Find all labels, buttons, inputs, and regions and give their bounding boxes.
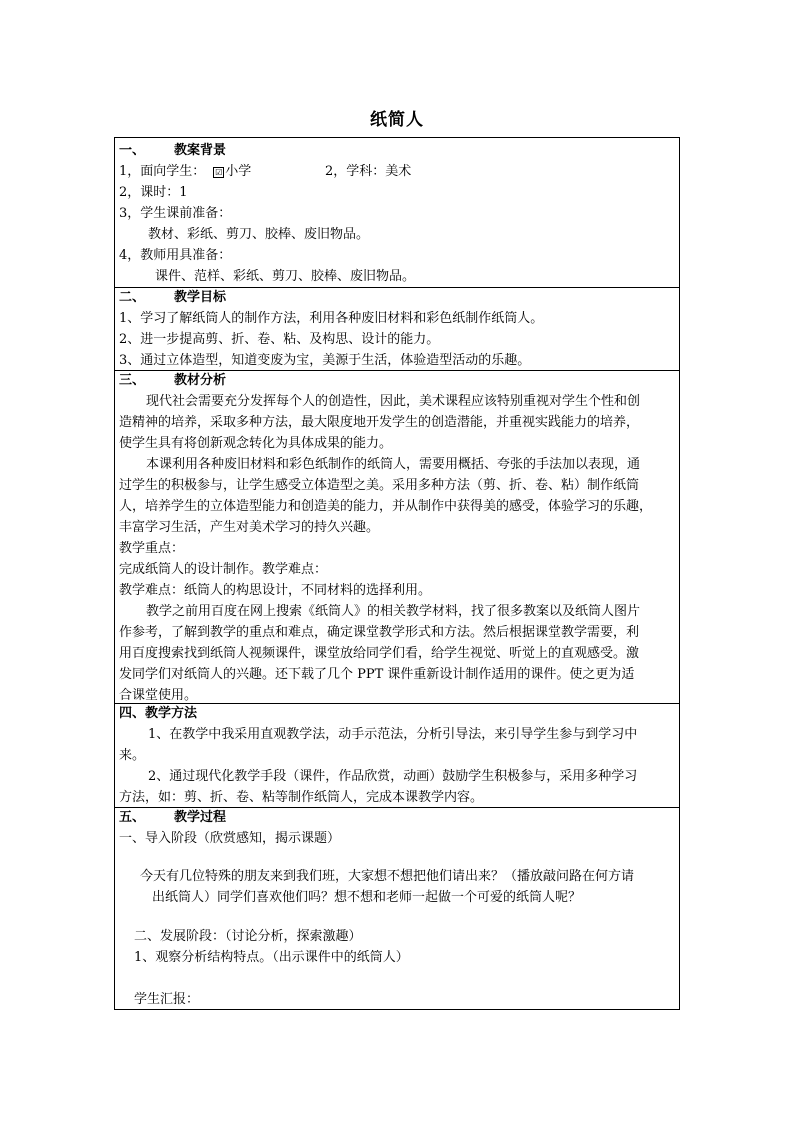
- section-analysis: [115, 371, 679, 704]
- teacher-prep-text: 课件、范样、彩纸、剪刀、胶棒、废旧物品。: [155, 269, 416, 284]
- analysis-line: 人，培养学生的立体造型能力和创造美的能力，并从制作中获得美的感受，体验学习的乐趣，: [119, 499, 653, 514]
- analysis-line: 完成纸筒人的设计制作。教学难点：: [119, 562, 328, 577]
- analysis-line: 教学重点：: [119, 541, 185, 556]
- analysis-line: 作参考，了解到教学的重点和难点，确定课堂教学形式和方法。然后根据课堂教学需要，利: [119, 625, 640, 640]
- analysis-line: 造精神的培养，采取多种方法，最大限度地开发学生的创造潜能，并重视实践能力的培养，: [119, 415, 640, 430]
- section-heading: 四、教学方法: [119, 706, 198, 721]
- section-heading: 二、 教学目标: [119, 290, 227, 305]
- method-line: 2、通过现代化教学手段（课件，作品欣赏，动画）鼓励学生积极参与，采用多种学习: [148, 769, 638, 784]
- hours-line: 2，课时：1: [119, 185, 188, 200]
- process-line: 出纸筒人）同学们喜欢他们吗？想不想和老师一起做一个可爱的纸筒人呢？: [152, 890, 582, 905]
- section-objectives: [115, 288, 679, 371]
- objective-line: 2、进一步提高剪、折、卷、粘、及构思、设计的能力。: [119, 332, 440, 347]
- section-heading: 五、 教学过程: [119, 810, 227, 825]
- analysis-line: 教学之前用百度在网上搜索《纸筒人》的相关教学材料，找了很多教案以及纸筒人图片: [146, 604, 641, 619]
- section-process: [115, 808, 679, 1010]
- analysis-line: 用百度搜索找到纸筒人视频课件，课堂放给同学们看，给学生视觉、听觉上的直观感受。激: [119, 646, 640, 661]
- teacher-prep-label: 4，教师用具准备：: [119, 248, 232, 263]
- analysis-line: 本课利用各种废旧材料和彩色纸制作的纸筒人，需要用概括、夸张的手法加以表现，通: [146, 457, 641, 472]
- student-prep-text: 教材、彩纸、剪刀、胶棒、废旧物品。: [148, 227, 370, 242]
- subject-label: 2，学科：美术: [325, 164, 412, 179]
- checked-checkbox-icon: ☑: [215, 168, 223, 177]
- analysis-line: 使学生具有将创新观念转化为具体成果的能力。: [119, 436, 393, 451]
- process-line: 二、发展阶段：（讨论分析，探索激趣）: [134, 929, 362, 944]
- analysis-line: 丰富学习生活，产生对美术学习的持久兴趣。: [119, 520, 380, 535]
- method-line: 1、在教学中我采用直观教学法，动手示范法，分析引导法，来引导学生参与到学习中: [148, 727, 638, 742]
- analysis-line: 教学难点：纸筒人的构思设计，不同材料的选择利用。: [119, 583, 432, 598]
- analysis-line: 现代社会需要充分发挥每个人的创造性，因此，美术课程应该特别重视对学生个性和创: [146, 394, 641, 409]
- objective-line: 3、通过立体造型，知道变废为宝，美源于生活，体验造型活动的乐趣。: [119, 353, 531, 368]
- analysis-line: 发同学们对纸筒人的兴趣。还下载了几个 PPT 课件重新设计制作适用的课件。使之更为适: [119, 667, 635, 682]
- document-title: 纸简人: [370, 110, 424, 130]
- section-background: [115, 138, 679, 288]
- analysis-line: 过学生的积极参与，让学生感受立体造型之美。采用多种方法（剪、折、卷、粘）制作纸筒: [119, 478, 640, 493]
- process-line: 一、导入阶段（欣赏感知，揭示课题）: [119, 831, 341, 846]
- lesson-plan-table: [114, 137, 680, 1010]
- process-line: 今天有几位特殊的朋友来到我们班，大家想不想把他们请出来？（播放敲问路在何方请: [140, 869, 635, 884]
- section-heading: 三、 教材分析: [119, 373, 227, 388]
- method-line: 方法，如：剪、折、卷、粘等制作纸筒人，完成本课教学内容。: [119, 790, 484, 805]
- objective-line: 1、学习了解纸筒人的制作方法，利用各种废旧材料和彩色纸制作纸筒人。: [119, 311, 544, 326]
- student-prep-label: 3，学生课前准备：: [119, 206, 232, 221]
- section-methods: [115, 704, 679, 808]
- process-line: 学生汇报：: [134, 992, 200, 1007]
- section-heading: 一、 教案背景: [119, 143, 227, 158]
- audience-line: 1，面向学生： ☑ 小学 2，学科：美术: [119, 161, 675, 182]
- process-line: 1、观察分析结构特点。（出示课件中的纸筒人）: [134, 950, 409, 965]
- method-line: 来。: [119, 748, 146, 763]
- analysis-line: 合课堂使用。: [119, 688, 198, 703]
